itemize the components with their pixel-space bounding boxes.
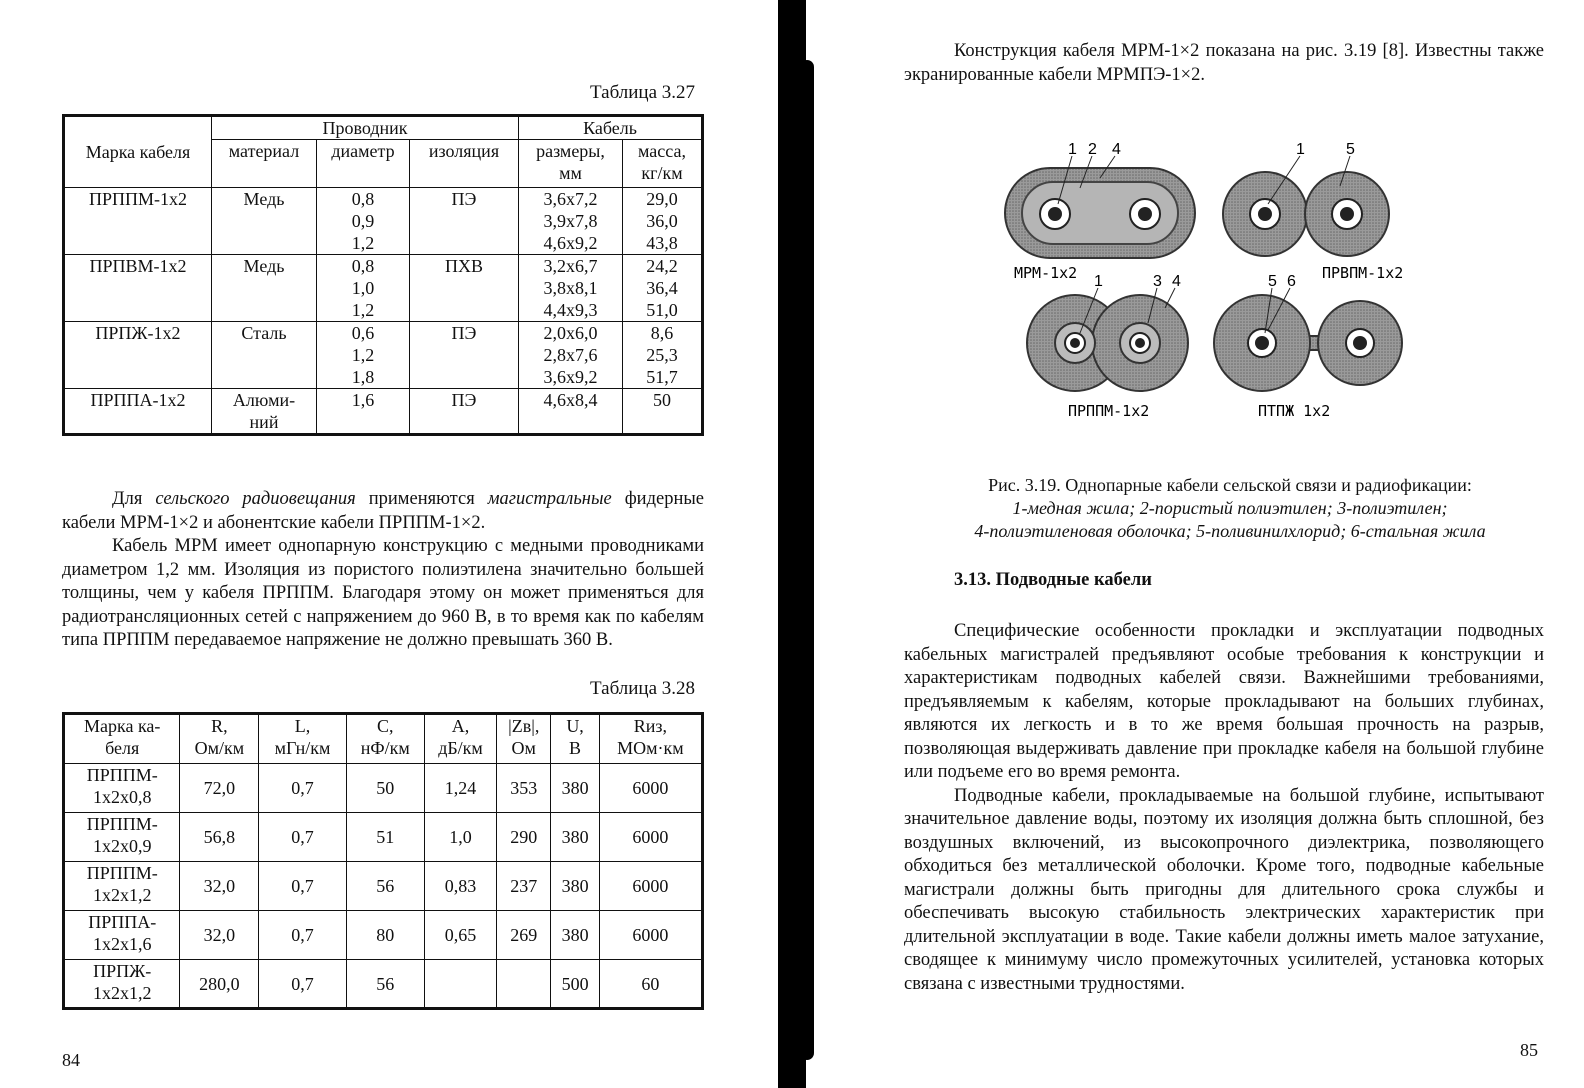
para-mrm-cable: Кабель МРМ имеет однопарную конструкцию с медными проводниками диаметром 1,2 мм. Изоляция из пористого полиэтилена значительно большей толщины, чем у кабеля ПРППМ. Благодаря этому он может применяться для радиотрансляционных сетей с напряжением до 960 В, в то время как по кабелям типа ПРППМ передаваемое напряжение не должно превышать 360 В. (62, 536, 704, 650)
cell-diameter: 0,8 0,9 1,2 (317, 188, 410, 255)
cell-diameter: 1,6 (317, 389, 410, 435)
cell-size: 3,2х6,7 3,8х8,1 4,4х9,3 (519, 255, 623, 322)
table-cell: 0,83 (424, 862, 496, 911)
callout-2: 2 (1088, 141, 1097, 158)
caption-legend-1: 1-медная жила; 2-пористый полиэтилен; 3-полиэтилен; (1012, 498, 1448, 518)
th-col-1: R, Ом/км (180, 714, 259, 764)
table-cell: 380 (551, 813, 600, 862)
italic-term: сельского радиовещания (155, 489, 356, 509)
table-cell: 1,24 (424, 764, 496, 813)
para-rural-broadcast: Для сельского радиовещания применяются магистральные фидерные кабели МРМ-1×2 и абонентские кабели ПРППМ-1×2. (62, 489, 704, 533)
table-cell: 0,7 (259, 960, 346, 1009)
table-cell: 60 (599, 960, 702, 1009)
table-cell: 353 (497, 764, 551, 813)
table-cell: ПРППМ- 1х2х1,2 (64, 862, 180, 911)
left-page (0, 0, 780, 1088)
table-cell: ПРППМ- 1х2х0,8 (64, 764, 180, 813)
table-3-28 (62, 712, 704, 1010)
table-cell: 0,7 (259, 862, 346, 911)
intro-text (904, 40, 1544, 87)
cell-size: 4,6х8,4 (519, 389, 623, 435)
table-cell: 56,8 (180, 813, 259, 862)
table-3-27 (62, 114, 704, 436)
th-material: материал (212, 140, 317, 188)
cell-brand: ПРПЖ-1х2 (64, 322, 212, 389)
table-cell: 72,0 (180, 764, 259, 813)
table-cell: 51 (346, 813, 424, 862)
table-row (64, 255, 703, 322)
cell-brand: ПРППМ-1х2 (64, 188, 212, 255)
table-3-28-caption: Таблица 3.28 (590, 678, 696, 699)
th-conductor: Проводник (212, 116, 519, 140)
table-cell: 0,7 (259, 911, 346, 960)
table-cell: 380 (551, 911, 600, 960)
cable-figure (1000, 138, 1420, 428)
cell-size: 3,6х7,2 3,9х7,8 4,6х9,2 (519, 188, 623, 255)
label-mrm: МРМ-1х2 (1014, 264, 1078, 282)
th-mass: масса, кг/км (623, 140, 703, 188)
table-cell: 269 (497, 911, 551, 960)
th-insulation: изоляция (410, 140, 519, 188)
label-prvpm: ПРВПМ-1х2 (1322, 264, 1404, 282)
left-body-text (62, 488, 704, 653)
table-cell: ПРППМ- 1х2х0,9 (64, 813, 180, 862)
table-cell: 1,0 (424, 813, 496, 862)
callout-4: 4 (1112, 141, 1121, 158)
table-cell: 0,65 (424, 911, 496, 960)
cell-insulation: ПЭ (410, 322, 519, 389)
th-col-4: A, дБ/км (424, 714, 496, 764)
table-cell: 237 (497, 862, 551, 911)
section-title: 3.13. Подводные кабели (954, 570, 1152, 590)
mrm-cable-drawing (1005, 156, 1195, 258)
table-cell: ПРПЖ- 1х2х1,2 (64, 960, 180, 1009)
table-cell: 0,7 (259, 764, 346, 813)
cell-brand: ПРППА-1х2 (64, 389, 212, 435)
table-cell: 380 (551, 764, 600, 813)
caption-legend-2: 4-полиэтиленовая оболочка; 5-поливинилхлорид; 6-стальная жила (974, 521, 1486, 541)
cell-mass: 50 (623, 389, 703, 435)
italic-term: магистральные (487, 489, 612, 509)
th-col-2: L, мГн/км (259, 714, 346, 764)
th-size: размеры, мм (519, 140, 623, 188)
table-cell: 0,7 (259, 813, 346, 862)
table-cell: 290 (497, 813, 551, 862)
th-brand: Марка кабеля (64, 116, 212, 188)
table-cell: 500 (551, 960, 600, 1009)
right-body-text (904, 620, 1544, 996)
table-cell (497, 960, 551, 1009)
right-page (800, 0, 1584, 1088)
prvpm-cable-drawing (1223, 156, 1389, 256)
table-cell (424, 960, 496, 1009)
th-col-0: Марка ка- беля (64, 714, 180, 764)
cell-material: Сталь (212, 322, 317, 389)
table-row (64, 911, 703, 960)
table-row (64, 322, 703, 389)
table-row (64, 389, 703, 435)
th-col-6: U, В (551, 714, 600, 764)
callout-6: 6 (1287, 273, 1296, 290)
table-cell: 32,0 (180, 911, 259, 960)
cell-insulation: ПХВ (410, 255, 519, 322)
cell-mass: 8,6 25,3 51,7 (623, 322, 703, 389)
label-prppm: ПРППМ-1х2 (1068, 402, 1150, 420)
intro-paragraph: Конструкция кабеля МРМ-1×2 показана на рис. 3.19 [8]. Известны также экранированные кабели МРМПЭ-1×2. (904, 41, 1544, 85)
table-cell: 56 (346, 960, 424, 1009)
table-cell: 6000 (599, 862, 702, 911)
label-ptpzh: ПТПЖ 1х2 (1258, 402, 1331, 420)
cell-mass: 24,2 36,4 51,0 (623, 255, 703, 322)
page-number: 84 (62, 1050, 80, 1070)
table-cell: ПРППА- 1х2х1,6 (64, 911, 180, 960)
cell-size: 2,0х6,0 2,8х7,6 3,6х9,2 (519, 322, 623, 389)
para-underwater-1: Специфические особенности прокладки и эксплуатации подводных кабельных магистралей предъявляют особые требования к конструкции и характеристикам подводных кабелей связи. Важнейшими требованиями, предъявляемым к кабелям, которые прокладывают на больших глубинах, являются их легкость и в то же время большая прочность на разрыв, позволяющая выдерживать давление при прокладке кабеля на большой глубине или подъеме его во время ремонта. (904, 621, 1544, 782)
cell-insulation: ПЭ (410, 389, 519, 435)
table-cell: 280,0 (180, 960, 259, 1009)
table-cell: 56 (346, 862, 424, 911)
callout-5: 5 (1346, 141, 1355, 158)
cell-material: Медь (212, 255, 317, 322)
table-3-27-caption: Таблица 3.27 (590, 82, 696, 103)
callout-3: 3 (1153, 273, 1162, 290)
table-row (64, 862, 703, 911)
table-cell: 6000 (599, 813, 702, 862)
th-diameter: диаметр (317, 140, 410, 188)
callout-1: 1 (1094, 273, 1103, 290)
callout-5: 5 (1268, 273, 1277, 290)
table-cell: 6000 (599, 911, 702, 960)
table-cell: 380 (551, 862, 600, 911)
cell-insulation: ПЭ (410, 188, 519, 255)
cell-material: Медь (212, 188, 317, 255)
ptpzh-cable-drawing (1214, 288, 1402, 391)
caption-title: Рис. 3.19. Однопарные кабели сельской связи и радиофикации: (988, 475, 1472, 495)
table-row (64, 960, 703, 1009)
th-col-7: Rиз, МОм·км (599, 714, 702, 764)
cell-mass: 29,0 36,0 43,8 (623, 188, 703, 255)
table-row (64, 813, 703, 862)
page-number: 85 (1520, 1040, 1538, 1060)
cell-brand: ПРПВМ-1х2 (64, 255, 212, 322)
cell-material: Алюми- ний (212, 389, 317, 435)
figure-caption (910, 474, 1550, 543)
callout-4: 4 (1172, 273, 1181, 290)
table-cell: 50 (346, 764, 424, 813)
th-cable: Кабель (519, 116, 703, 140)
table-cell: 80 (346, 911, 424, 960)
th-col-3: C, нФ/км (346, 714, 424, 764)
cell-diameter: 0,6 1,2 1,8 (317, 322, 410, 389)
table-row (64, 188, 703, 255)
table-row (64, 764, 703, 813)
cell-diameter: 0,8 1,0 1,2 (317, 255, 410, 322)
para-underwater-2: Подводные кабели, прокладываемые на большой глубине, испытывают значительное давление воды, поэтому их изоляция должна быть сплошной, без воздушных включений, из высокопрочного диэлектрика, позволяющего обходиться без металлической оболочки. Кроме того, подводные кабельные магистрали должны быть пригодны для длительного срока службы и обеспечивать высокую стабильность электрических характеристик при длительной эксплуатации в воде. Такие кабели должны иметь малое затухание, сводящее к минимуму число промежуточных усилителей, установка которых связана с известными трудностями. (904, 785, 1544, 994)
callout-1: 1 (1296, 141, 1305, 158)
th-col-5: |Zв|, Ом (497, 714, 551, 764)
table-cell: 32,0 (180, 862, 259, 911)
table-cell: 6000 (599, 764, 702, 813)
callout-1: 1 (1068, 141, 1077, 158)
prppm-cable-drawing (1027, 288, 1188, 391)
